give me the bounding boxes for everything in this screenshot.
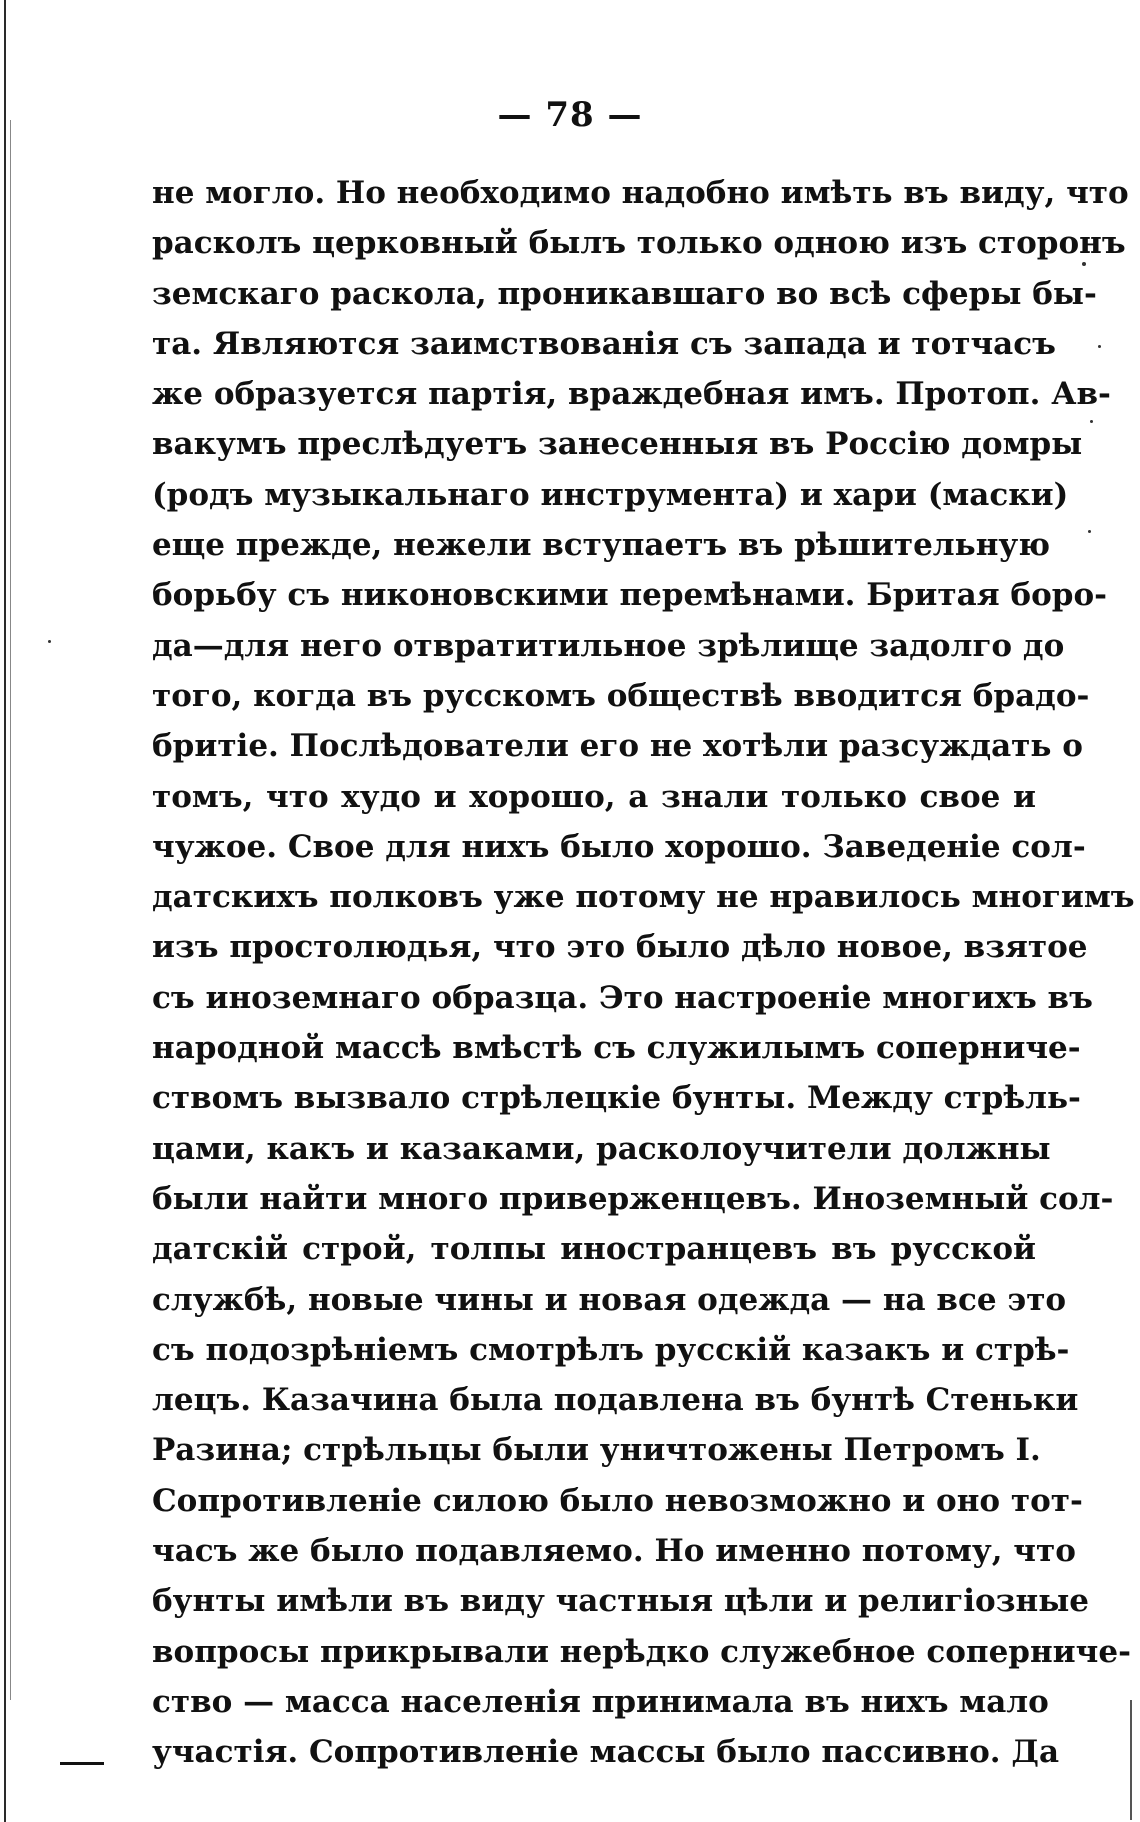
text-line: лецъ. Казачина была подавлена въ бунтѣ Стеньки xyxy=(152,1382,1079,1419)
footer-rule xyxy=(60,1762,104,1765)
text-line: бунты имѣли въ виду частныя цѣли и религіозные xyxy=(152,1583,1090,1620)
text-line: того, когда въ русскомъ обществѣ вводится брадо- xyxy=(152,677,1090,714)
text-line: были найти много приверженцевъ. Иноземный сол- xyxy=(152,1180,1114,1217)
text-line: датскихъ полковъ уже потому не нравилось многимъ xyxy=(152,879,1135,916)
scan-speck xyxy=(1090,420,1093,423)
text-line: цами, какъ и казаками, расколоучители должны xyxy=(152,1130,1051,1167)
text-line: ство — масса населенія принимала въ нихъ мало xyxy=(152,1683,1049,1720)
page-number: — 78 — xyxy=(497,95,643,135)
text-line: участія. Сопротивленіе массы было пассивно. Да xyxy=(152,1734,1060,1771)
body-text xyxy=(152,168,1135,1778)
text-line: съ подозрѣніемъ смотрѣлъ русскій казакъ и стрѣ- xyxy=(152,1331,1070,1368)
text-line: народной массѣ вмѣстѣ съ служилымъ соперниче- xyxy=(152,1030,1081,1067)
page-edge-right xyxy=(1130,1700,1132,1820)
text-line: вопросы прикрывали нерѣдко служебное соперниче- xyxy=(152,1633,1131,1670)
text-line: часъ же было подавляемо. Но именно потому, что xyxy=(152,1533,1076,1570)
text-line: же образуется партія, враждебная имъ. Протоп. Ав- xyxy=(152,376,1111,413)
text-line: ствомъ вызвало стрѣлецкіе бунты. Между стрѣль- xyxy=(152,1080,1081,1117)
text-line: та. Являются заимствованія съ запада и тотчасъ xyxy=(152,325,1056,362)
text-line: Разина; стрѣльцы были уничтожены Петромъ I. xyxy=(152,1432,1041,1469)
scan-speck xyxy=(1098,345,1101,348)
text-line: чужое. Свое для нихъ было хорошо. Заведеніе сол- xyxy=(152,828,1086,865)
page-edge-left xyxy=(4,0,6,1822)
scan-speck xyxy=(48,640,51,643)
page-gutter-line xyxy=(10,120,11,1700)
text-line: вакумъ преслѣдуетъ занесенныя въ Россію домры xyxy=(152,426,1083,463)
scan-speck xyxy=(1088,530,1091,533)
text-line: еще прежде, нежели вступаетъ въ рѣшительную xyxy=(152,527,1051,564)
text-line: да—для него отвратитильное зрѣлище задолго до xyxy=(152,627,1065,664)
text-line: томъ, что худо и хорошо, а знали только свое и xyxy=(152,778,1036,815)
text-line: не могло. Но необходимо надобно имѣть въ виду, что xyxy=(152,175,1129,211)
text-line: датскій строй, толпы иностранцевъ въ русской xyxy=(152,1231,1036,1268)
text-line: службѣ, новые чины и новая одежда — на все это xyxy=(152,1281,1067,1318)
text-line: Сопротивленіе силою было невозможно и оно тот- xyxy=(152,1482,1083,1519)
scan-speck xyxy=(1082,262,1086,266)
text-line: борьбу съ никоновскими перемѣнами. Бритая боро- xyxy=(152,577,1107,614)
text-line: съ иноземнаго образца. Это настроеніе многихъ въ xyxy=(152,979,1093,1016)
text-line: земскаго раскола, проникавшаго во всѣ сферы бы- xyxy=(152,275,1097,312)
text-line: расколъ церковный былъ только одною изъ сторонъ xyxy=(152,225,1126,262)
text-line: бритіе. Послѣдователи его не хотѣли разсуждать о xyxy=(152,728,1083,765)
text-line: изъ простолюдья, что это было дѣло новое, взятое xyxy=(152,929,1088,966)
text-line: (родъ музыкальнаго инструмента) и хари (маски) xyxy=(152,476,1069,513)
